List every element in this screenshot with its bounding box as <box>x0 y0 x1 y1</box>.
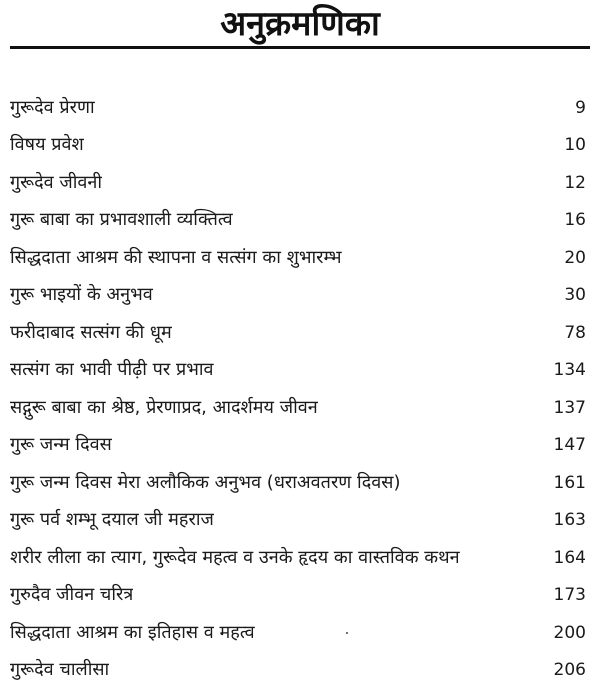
toc-entry-title: सद्गुरू बाबा का श्रेष्ठ, प्रेरणाप्रद, आदर्शमय जीवन <box>10 396 318 420</box>
toc-entry <box>10 389 586 427</box>
toc-entry <box>10 239 586 277</box>
toc-entry-page: 12 <box>546 171 586 195</box>
toc-entry-page: 78 <box>546 321 586 345</box>
toc-entry-title: गुरू जन्म दिवस <box>10 433 112 457</box>
toc-entry <box>10 202 586 240</box>
toc-entry-page: 134 <box>546 358 586 382</box>
toc-entry-title: गुरू भाइयों के अनुभव <box>10 283 153 307</box>
toc-entry-page: 9 <box>546 96 586 120</box>
toc-entry-title: गुरूदेव जीवनी <box>10 171 102 195</box>
toc-entry <box>10 314 586 352</box>
toc-entry-title: गुरूदेव प्रेरणा <box>10 96 95 120</box>
toc-entry-page: 200 <box>546 621 586 645</box>
toc-entry-page: 20 <box>546 246 586 270</box>
toc-entry-page: 147 <box>546 433 586 457</box>
toc-entry-title: गुरू पर्व शम्भू दयाल जी महराज <box>10 508 214 532</box>
toc-entry-page: 10 <box>546 133 586 157</box>
toc-entry-page: 173 <box>546 583 586 607</box>
toc-entry-page: 206 <box>546 658 586 682</box>
toc-entry-title: सिद्धदाता आश्रम का इतिहास व महत्व <box>10 621 255 645</box>
toc-entry-title: सिद्धदाता आश्रम की स्थापना व सत्संग का शुभारम्भ <box>10 246 342 270</box>
toc-entry-page: 161 <box>546 471 586 495</box>
title-underline <box>10 46 590 49</box>
toc-entry-page: 163 <box>546 508 586 532</box>
stray-ink-dot <box>346 632 348 634</box>
toc-entry <box>10 464 586 502</box>
toc-entry <box>10 352 586 390</box>
toc-entry <box>10 502 586 540</box>
toc-entry-title: गुरू जन्म दिवस मेरा अलौकिक अनुभव (धराअवतरण दिवस) <box>10 471 400 495</box>
toc-entry <box>10 652 586 689</box>
toc-entry <box>10 427 586 465</box>
toc-entry-page: 16 <box>546 208 586 232</box>
toc-entry-page: 137 <box>546 396 586 420</box>
toc-entry-title: सत्संग का भावी पीढ़ी पर प्रभाव <box>10 358 214 382</box>
toc-entry <box>10 577 586 615</box>
toc-entry-title: गुरूदेव चालीसा <box>10 658 109 682</box>
toc-entry <box>10 164 586 202</box>
toc-entry-title: शरीर लीला का त्याग, गुरूदेव महत्व व उनके हृदय का वास्तविक कथन <box>10 546 460 570</box>
page-title: अनुक्रमणिका <box>0 2 600 46</box>
toc-entry-title: विषय प्रवेश <box>10 133 84 157</box>
table-of-contents <box>10 89 586 689</box>
toc-entry <box>10 539 586 577</box>
toc-entry-page: 30 <box>546 283 586 307</box>
toc-entry-title: गुरुदैव जीवन चरित्र <box>10 583 133 607</box>
toc-entry <box>10 127 586 165</box>
toc-entry-title: फरीदाबाद सत्संग की धूम <box>10 321 172 345</box>
toc-entry <box>10 277 586 315</box>
toc-entry-title: गुरू बाबा का प्रभावशाली व्यक्तित्व <box>10 208 233 232</box>
toc-entry <box>10 614 586 652</box>
toc-entry-page: 164 <box>546 546 586 570</box>
toc-entry <box>10 89 586 127</box>
